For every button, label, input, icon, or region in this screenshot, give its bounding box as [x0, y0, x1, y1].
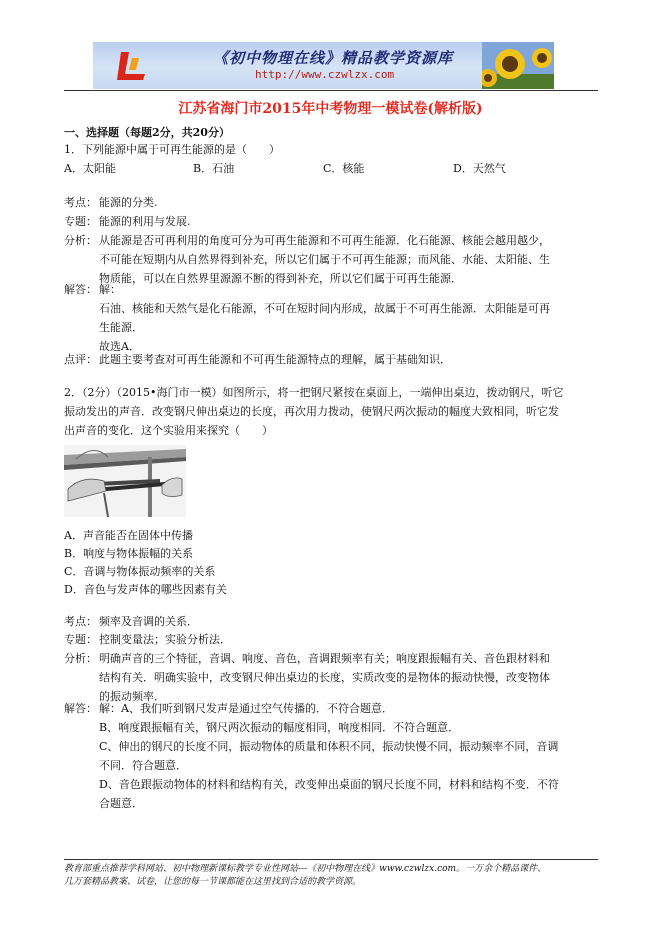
q1-zhuanti-label: 专题： [64, 215, 97, 228]
footer-line-1: 教育部重点推荐学科网站、初中物理新课标教学专业性网站---《初中物理在线》www.czwlzx.com。一万余个精品课件、 [64, 864, 547, 874]
header-rule [64, 90, 598, 91]
site-logo-icon [115, 48, 149, 84]
q1-option-b: B．石油 [193, 162, 235, 175]
q2-option-a: A．声音能否在固体中传播 [64, 529, 193, 542]
ruler-on-table-illustration [64, 445, 186, 517]
q2-jieda: 解：A、我们听到钢尺发声是通过空气传播的．不符合题意． B、响度跟振幅有关，钢尺两次振动的幅度相同，响度相同．不符合题意． C、伸出的钢尺的长度不同，振动物体的质量和体积不同，振动快慢不同，振动频率不同，音调 不同．符合题意． D、音色跟振动物体的材料和结构有关，改变伸出桌面的钢尺长度不同，材料和结构不变．不符 合题意． [99, 702, 559, 810]
footer-line-2: 几万套精品教案、试卷，让您的每一节课都能在这里找到合适的教学资源。 [64, 877, 362, 887]
q2-stem: 2．（2分）（2015•海门市一模）如图所示，将一把钢尺紧按在桌面上，一端伸出桌边，拨动钢尺，听它 振动发出的声音．改变钢尺伸出桌边的长度，再次用力拨动，使钢尺两次振动的幅度大致相同，听它发 出声音的变化．这个实验用来探究（ ） [64, 386, 564, 437]
q1-option-d: D．天然气 [453, 162, 506, 175]
q1-jieda-label: 解答： [64, 283, 97, 296]
section-heading: 一、选择题（每题2分，共20分） [64, 126, 230, 139]
sunflower-icon [482, 42, 554, 89]
q2-zhuanti: 控制变量法；实验分析法． [99, 633, 231, 646]
q2-option-d: D．音色与发声体的哪些因素有关 [64, 583, 227, 596]
q2-fenxi: 明确声音的三个特征，音调、响度、音色，音调跟频率有关；响度跟振幅有关、音色跟材料和 结构有关．明确实验中，改变钢尺伸出桌边的长度，实质改变的是物体的振动快慢，改变物体 的振动频率． [99, 652, 550, 703]
q1-kaodian-label: 考点： [64, 196, 97, 209]
q2-option-c: C．音调与物体振动频率的关系 [64, 565, 216, 578]
q1-fenxi: 从能源是否可再利用的角度可分为可再生能源和不可再生能源．化石能源、核能会越用越少， 不可能在短期内从自然界得到补充，所以它们属于不可再生能源；而风能、水能、太阳能、生 物质能，可以在自然界里源源不断的得到补充，所以它们属于可再生能源． [99, 234, 550, 285]
q1-option-c: C．核能 [323, 162, 365, 175]
banner-title: 《初中物理在线》精品教学资源库 [213, 49, 454, 67]
q1-zhuanti: 能源的利用与发展. [99, 215, 191, 228]
q2-option-b: B．响度与物体振幅的关系 [64, 547, 194, 560]
footer-rule [64, 859, 598, 860]
q2-zhuanti-label: 专题： [64, 633, 97, 646]
page-title: 江苏省海门市2015年中考物理一模试卷(解析版) [178, 101, 483, 117]
q1-jieda: 解： 石油、核能和天然气是化石能源，不可在短时间内形成，故属于不可再生能源．太阳能是可再 生能源． 故选A． [99, 283, 550, 353]
q1-kaodian: 能源的分类. [99, 196, 158, 209]
q1-stem: 1．下列能源中属于可再生能源的是（ ） [64, 143, 280, 156]
page-footer [64, 863, 604, 889]
q1-dianping-label: 点评： [64, 353, 97, 366]
header-banner [93, 42, 554, 89]
q2-kaodian: 频率及音调的关系． [99, 615, 198, 628]
banner-url: http://www.czwlzx.com [255, 68, 395, 81]
q2-fenxi-label: 分析： [64, 652, 97, 665]
q2-jieda-label: 解答： [64, 702, 97, 715]
q1-dianping: 此题主要考查对可再生能源和不可再生能源特点的理解，属于基础知识． [99, 353, 451, 366]
q1-fenxi-label: 分析： [64, 234, 97, 247]
q1-option-a: A．太阳能 [64, 162, 116, 175]
q2-kaodian-label: 考点： [64, 615, 97, 628]
